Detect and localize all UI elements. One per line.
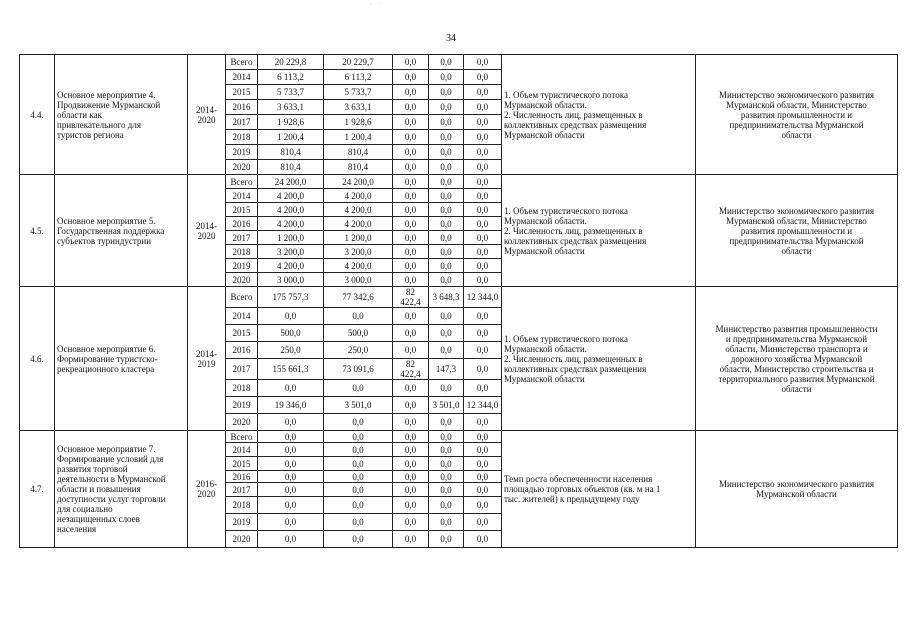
amount-cell: 0,0 bbox=[393, 245, 429, 259]
target-indicators: 1. Объем туристического потока Мурманской области. 2. Численность лиц, размещенных в коллективных средствах размещения Мурманской области bbox=[502, 287, 696, 431]
amount-cell: 0,0 bbox=[464, 259, 502, 273]
amount-cell: 0,0 bbox=[393, 100, 429, 115]
measure-period: 2014- 2020 bbox=[188, 55, 226, 175]
amount-cell: 0,0 bbox=[258, 414, 324, 431]
amount-cell: 1 200,0 bbox=[258, 231, 324, 245]
amount-cell: 0,0 bbox=[429, 85, 464, 100]
amount-cell: 0,0 bbox=[393, 273, 429, 287]
amount-cell: 1 200,4 bbox=[258, 130, 324, 145]
amount-cell: 810,4 bbox=[258, 145, 324, 160]
year-cell: 2015 bbox=[226, 457, 258, 471]
amount-cell: 500,0 bbox=[324, 325, 393, 342]
amount-cell: 4 200,0 bbox=[324, 189, 393, 203]
measure-title: Основное мероприятие 4. Продвижение Мурманской области как привлекательного для туристов региона bbox=[55, 55, 188, 175]
year-cell: 2017 bbox=[226, 483, 258, 497]
amount-cell: 0,0 bbox=[258, 457, 324, 471]
amount-cell: 3 633,1 bbox=[258, 100, 324, 115]
amount-cell: 0,0 bbox=[429, 431, 464, 443]
amount-cell: 0,0 bbox=[393, 217, 429, 231]
amount-cell: 0,0 bbox=[429, 145, 464, 160]
year-cell: 2020 bbox=[226, 531, 258, 548]
amount-cell: 0,0 bbox=[393, 380, 429, 397]
amount-cell: 0,0 bbox=[393, 514, 429, 531]
amount-cell: 0,0 bbox=[464, 175, 502, 189]
year-cell: 2018 bbox=[226, 497, 258, 514]
year-cell: 2015 bbox=[226, 203, 258, 217]
section-number: 4.5. bbox=[20, 175, 55, 287]
amount-cell: 12 344,0 bbox=[464, 397, 502, 414]
amount-cell: 0,0 bbox=[258, 531, 324, 548]
amount-cell: 12 344,0 bbox=[464, 287, 502, 308]
year-cell: 2014 bbox=[226, 189, 258, 203]
amount-cell: 4 200,0 bbox=[258, 189, 324, 203]
section-number: 4.4. bbox=[20, 55, 55, 175]
amount-cell: 0,0 bbox=[324, 471, 393, 483]
amount-cell: 0,0 bbox=[464, 217, 502, 231]
amount-cell: 0,0 bbox=[393, 397, 429, 414]
amount-cell: 0,0 bbox=[393, 231, 429, 245]
measure-period: 2016- 2020 bbox=[188, 431, 226, 548]
year-cell: 2014 bbox=[226, 308, 258, 325]
amount-cell: 0,0 bbox=[324, 380, 393, 397]
amount-cell: 0,0 bbox=[429, 342, 464, 359]
amount-cell: 20 229,8 bbox=[258, 55, 324, 70]
amount-cell: 0,0 bbox=[429, 70, 464, 85]
year-cell: 2016 bbox=[226, 471, 258, 483]
amount-cell: 82 422,4 bbox=[393, 287, 429, 308]
responsible-executor: Министерство развития промышленности и предпринимательства Мурманской области, Министерство транспорта и дорожного хозяйства Мурманской области, Министерство строительства и территориального развития Мурманской области bbox=[696, 287, 898, 431]
year-cell: Всего bbox=[226, 431, 258, 443]
amount-cell: 0,0 bbox=[324, 497, 393, 514]
amount-cell: 0,0 bbox=[464, 359, 502, 380]
measure-title: Основное мероприятие 6. Формирование туристско- рекреационного кластера bbox=[55, 287, 188, 431]
year-cell: 2020 bbox=[226, 160, 258, 175]
amount-cell: 1 200,0 bbox=[324, 231, 393, 245]
amount-cell: 0,0 bbox=[429, 175, 464, 189]
amount-cell: 0,0 bbox=[429, 273, 464, 287]
amount-cell: 0,0 bbox=[393, 308, 429, 325]
amount-cell: 1 928,6 bbox=[258, 115, 324, 130]
amount-cell: 0,0 bbox=[393, 55, 429, 70]
amount-cell: 19 346,0 bbox=[258, 397, 324, 414]
amount-cell: 77 342,6 bbox=[324, 287, 393, 308]
amount-cell: 0,0 bbox=[464, 203, 502, 217]
amount-cell: 0,0 bbox=[464, 325, 502, 342]
amount-cell: 0,0 bbox=[429, 380, 464, 397]
responsible-executor: Министерство экономического развития Мурманской области, Министерство развития промышленности и предпринимательства Мурманской области bbox=[696, 55, 898, 175]
amount-cell: 4 200,0 bbox=[258, 259, 324, 273]
amount-cell: 3 633,1 bbox=[324, 100, 393, 115]
amount-cell: 0,0 bbox=[258, 471, 324, 483]
amount-cell: 0,0 bbox=[324, 531, 393, 548]
amount-cell: 0,0 bbox=[464, 483, 502, 497]
amount-cell: 0,0 bbox=[258, 431, 324, 443]
amount-cell: 1 200,4 bbox=[324, 130, 393, 145]
amount-cell: 0,0 bbox=[464, 160, 502, 175]
amount-cell: 0,0 bbox=[324, 483, 393, 497]
amount-cell: 0,0 bbox=[258, 308, 324, 325]
target-indicators: Темп роста обеспеченности населения площадью торговых объектов (кв. м на 1 тыс. жителей) к предыдущему году bbox=[502, 431, 696, 548]
year-cell: Всего bbox=[226, 287, 258, 308]
year-cell: 2015 bbox=[226, 325, 258, 342]
amount-cell: 0,0 bbox=[429, 231, 464, 245]
amount-cell: 4 200,0 bbox=[324, 203, 393, 217]
year-cell: 2016 bbox=[226, 217, 258, 231]
amount-cell: 250,0 bbox=[324, 342, 393, 359]
amount-cell: 0,0 bbox=[464, 514, 502, 531]
amount-cell: 0,0 bbox=[464, 443, 502, 457]
amount-cell: 0,0 bbox=[429, 217, 464, 231]
amount-cell: 0,0 bbox=[464, 70, 502, 85]
section-number: 4.6. bbox=[20, 287, 55, 431]
amount-cell: 0,0 bbox=[429, 160, 464, 175]
amount-cell: 5 733,7 bbox=[258, 85, 324, 100]
amount-cell: 4 200,0 bbox=[324, 217, 393, 231]
amount-cell: 250,0 bbox=[258, 342, 324, 359]
year-cell: 2019 bbox=[226, 259, 258, 273]
amount-cell: 810,4 bbox=[258, 160, 324, 175]
table-row bbox=[20, 431, 898, 443]
year-cell: 2018 bbox=[226, 130, 258, 145]
amount-cell: 6 113,2 bbox=[324, 70, 393, 85]
amount-cell: 0,0 bbox=[258, 443, 324, 457]
amount-cell: 0,0 bbox=[324, 414, 393, 431]
amount-cell: 4 200,0 bbox=[258, 203, 324, 217]
measure-period: 2014- 2019 bbox=[188, 287, 226, 431]
amount-cell: 0,0 bbox=[393, 259, 429, 273]
target-indicators: 1. Объем туристического потока Мурманской области. 2. Численность лиц, размещенных в коллективных средствах размещения Мурманской области bbox=[502, 55, 696, 175]
amount-cell: 6 113,2 bbox=[258, 70, 324, 85]
amount-cell: 0,0 bbox=[393, 414, 429, 431]
amount-cell: 0,0 bbox=[393, 342, 429, 359]
table-row bbox=[20, 175, 898, 189]
amount-cell: 0,0 bbox=[464, 189, 502, 203]
amount-cell: 0,0 bbox=[324, 443, 393, 457]
amount-cell: 0,0 bbox=[258, 514, 324, 531]
table-body bbox=[20, 55, 898, 548]
year-cell: 2016 bbox=[226, 342, 258, 359]
year-cell: 2018 bbox=[226, 245, 258, 259]
amount-cell: 3 200,0 bbox=[258, 245, 324, 259]
amount-cell: 0,0 bbox=[393, 483, 429, 497]
amount-cell: 0,0 bbox=[258, 497, 324, 514]
amount-cell: 0,0 bbox=[429, 55, 464, 70]
amount-cell: 0,0 bbox=[429, 130, 464, 145]
amount-cell: 0,0 bbox=[464, 145, 502, 160]
year-cell: 2017 bbox=[226, 115, 258, 130]
measure-title: Основное мероприятие 7. Формирование условий для развития торговой деятельности в Мурманской области и повышения доступности услуг торговли для социально незащищенных слоев населения bbox=[55, 431, 188, 548]
section-number: 4.7. bbox=[20, 431, 55, 548]
year-cell: Всего bbox=[226, 175, 258, 189]
amount-cell: 810,4 bbox=[324, 160, 393, 175]
amount-cell: 3 000,0 bbox=[258, 273, 324, 287]
year-cell: 2014 bbox=[226, 70, 258, 85]
amount-cell: 147,3 bbox=[429, 359, 464, 380]
amount-cell: 0,0 bbox=[464, 414, 502, 431]
amount-cell: 0,0 bbox=[464, 231, 502, 245]
amount-cell: 0,0 bbox=[429, 325, 464, 342]
amount-cell: 0,0 bbox=[464, 245, 502, 259]
amount-cell: 5 733,7 bbox=[324, 85, 393, 100]
year-cell: 2020 bbox=[226, 414, 258, 431]
amount-cell: 0,0 bbox=[324, 308, 393, 325]
amount-cell: 3 648,3 bbox=[429, 287, 464, 308]
amount-cell: 4 200,0 bbox=[324, 259, 393, 273]
amount-cell: 82 422,4 bbox=[393, 359, 429, 380]
responsible-executor: Министерство экономического развития Мурманской области bbox=[696, 431, 898, 548]
year-cell: 2019 bbox=[226, 514, 258, 531]
amount-cell: 0,0 bbox=[464, 85, 502, 100]
table-row bbox=[20, 55, 898, 70]
amount-cell: 0,0 bbox=[393, 457, 429, 471]
target-indicators: 1. Объем туристического потока Мурманской области. 2. Численность лиц, размещенных в коллективных средствах размещения Мурманской области bbox=[502, 175, 696, 287]
amount-cell: 0,0 bbox=[464, 531, 502, 548]
amount-cell: 0,0 bbox=[393, 531, 429, 548]
amount-cell: 0,0 bbox=[429, 308, 464, 325]
amount-cell: 0,0 bbox=[464, 115, 502, 130]
measure-title: Основное мероприятие 5. Государственная поддержка субъектов туриндустрии bbox=[55, 175, 188, 287]
year-cell: 2019 bbox=[226, 145, 258, 160]
amount-cell: 24 200,0 bbox=[324, 175, 393, 189]
amount-cell: 0,0 bbox=[324, 431, 393, 443]
amount-cell: 3 200,0 bbox=[324, 245, 393, 259]
year-cell: 2016 bbox=[226, 100, 258, 115]
amount-cell: 73 091,6 bbox=[324, 359, 393, 380]
amount-cell: 0,0 bbox=[464, 130, 502, 145]
amount-cell: 0,0 bbox=[429, 259, 464, 273]
amount-cell: 0,0 bbox=[429, 483, 464, 497]
amount-cell: 0,0 bbox=[429, 497, 464, 514]
amount-cell: 0,0 bbox=[393, 85, 429, 100]
amount-cell: 0,0 bbox=[258, 380, 324, 397]
year-cell: 2017 bbox=[226, 359, 258, 380]
amount-cell: 0,0 bbox=[393, 130, 429, 145]
page-number: 34 bbox=[446, 33, 456, 44]
amount-cell: 4 200,0 bbox=[258, 217, 324, 231]
table-row bbox=[20, 287, 898, 308]
responsible-executor: Министерство экономического развития Мурманской области, Министерство развития промышленности и предпринимательства Мурманской области bbox=[696, 175, 898, 287]
amount-cell: 3 000,0 bbox=[324, 273, 393, 287]
amount-cell: 0,0 bbox=[393, 145, 429, 160]
scan-artifact: · · bbox=[370, 0, 383, 8]
measure-period: 2014- 2020 bbox=[188, 175, 226, 287]
year-cell: 2020 bbox=[226, 273, 258, 287]
amount-cell: 3 501,0 bbox=[429, 397, 464, 414]
amount-cell: 0,0 bbox=[429, 531, 464, 548]
year-cell: 2017 bbox=[226, 231, 258, 245]
amount-cell: 500,0 bbox=[258, 325, 324, 342]
year-cell: 2014 bbox=[226, 443, 258, 457]
amount-cell: 810,4 bbox=[324, 145, 393, 160]
amount-cell: 0,0 bbox=[393, 70, 429, 85]
amount-cell: 0,0 bbox=[429, 414, 464, 431]
amount-cell: 0,0 bbox=[393, 160, 429, 175]
amount-cell: 0,0 bbox=[429, 115, 464, 130]
amount-cell: 0,0 bbox=[324, 457, 393, 471]
amount-cell: 0,0 bbox=[464, 308, 502, 325]
amount-cell: 0,0 bbox=[393, 115, 429, 130]
amount-cell: 0,0 bbox=[429, 203, 464, 217]
amount-cell: 24 200,0 bbox=[258, 175, 324, 189]
amount-cell: 0,0 bbox=[429, 189, 464, 203]
year-cell: Всего bbox=[226, 55, 258, 70]
amount-cell: 0,0 bbox=[393, 471, 429, 483]
program-measures-table bbox=[19, 54, 898, 548]
amount-cell: 0,0 bbox=[393, 431, 429, 443]
amount-cell: 0,0 bbox=[464, 273, 502, 287]
amount-cell: 0,0 bbox=[429, 443, 464, 457]
amount-cell: 0,0 bbox=[464, 471, 502, 483]
amount-cell: 0,0 bbox=[429, 514, 464, 531]
year-cell: 2019 bbox=[226, 397, 258, 414]
year-cell: 2018 bbox=[226, 380, 258, 397]
year-cell: 2015 bbox=[226, 85, 258, 100]
amount-cell: 155 661,3 bbox=[258, 359, 324, 380]
amount-cell: 0,0 bbox=[393, 189, 429, 203]
amount-cell: 0,0 bbox=[393, 203, 429, 217]
amount-cell: 0,0 bbox=[258, 483, 324, 497]
amount-cell: 0,0 bbox=[429, 100, 464, 115]
amount-cell: 0,0 bbox=[464, 100, 502, 115]
amount-cell: 0,0 bbox=[464, 342, 502, 359]
amount-cell: 0,0 bbox=[464, 497, 502, 514]
amount-cell: 0,0 bbox=[429, 471, 464, 483]
amount-cell: 0,0 bbox=[464, 55, 502, 70]
amount-cell: 0,0 bbox=[324, 514, 393, 531]
amount-cell: 0,0 bbox=[464, 457, 502, 471]
amount-cell: 0,0 bbox=[429, 457, 464, 471]
amount-cell: 0,0 bbox=[393, 443, 429, 457]
amount-cell: 0,0 bbox=[393, 497, 429, 514]
amount-cell: 0,0 bbox=[464, 380, 502, 397]
amount-cell: 175 757,3 bbox=[258, 287, 324, 308]
amount-cell: 0,0 bbox=[464, 431, 502, 443]
amount-cell: 3 501,0 bbox=[324, 397, 393, 414]
amount-cell: 0,0 bbox=[429, 245, 464, 259]
amount-cell: 20 229,7 bbox=[324, 55, 393, 70]
amount-cell: 0,0 bbox=[393, 175, 429, 189]
amount-cell: 1 928,6 bbox=[324, 115, 393, 130]
amount-cell: 0,0 bbox=[393, 325, 429, 342]
